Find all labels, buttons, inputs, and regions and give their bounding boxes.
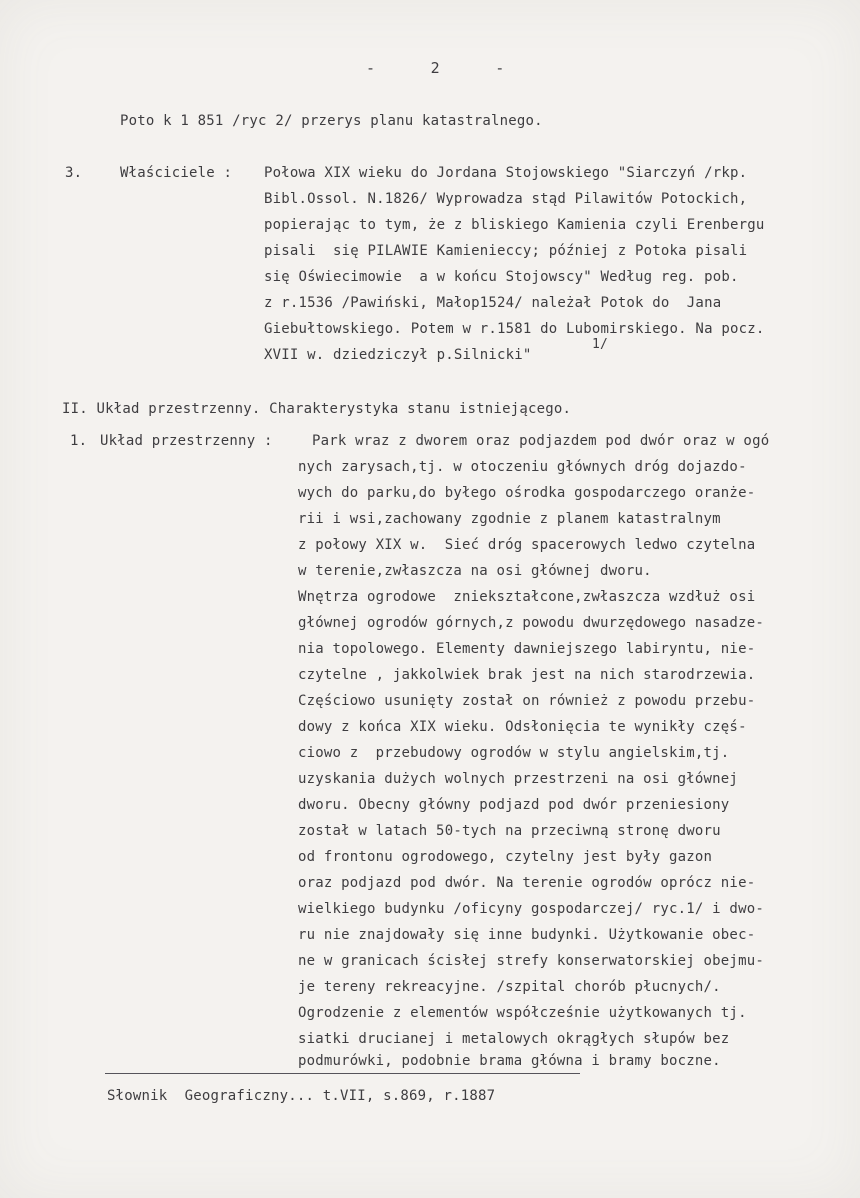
section-line: Częściowo usunięty został on również z powodu przebu- — [298, 693, 756, 709]
owners-line: się Oświecimowie a w końcu Stojowscy" Według reg. pob. — [264, 269, 739, 285]
section-line: je tereny rekreacyjne. /szpital chorób płucnych/. — [298, 979, 721, 995]
section-line: dworu. Obecny główny podjazd pod dwór przeniesiony — [298, 797, 730, 813]
footnote-reference: 1/ — [592, 337, 609, 352]
owners-number: 3. — [65, 165, 83, 181]
section-line: uzyskania dużych wolnych przestrzeni na osi głównej — [298, 771, 739, 787]
owners-line: Giebułtowskiego. Potem w r.1581 do Lubomirskiego. Na pocz. — [264, 321, 765, 337]
owners-line: popierając to tym, że z bliskiego Kamienia czyli Erenbergu — [264, 217, 765, 233]
item-number: 1. — [70, 433, 88, 449]
section-line: został w latach 50-tych na przeciwną stronę dworu — [298, 823, 721, 839]
owners-line: XVII w. dziedziczył p.Silnicki" — [264, 347, 532, 363]
page-number: - 2 - — [366, 59, 505, 77]
section-line: dowy z końca XIX wieku. Odsłonięcia te wynikły częś- — [298, 719, 747, 735]
section-line: z połowy XIX w. Sieć dróg spacerowych ledwo czytelna — [298, 537, 756, 553]
section-line: Ogrodzenie z elementów współcześnie użytkowanych tj. — [298, 1005, 747, 1021]
section-line: wych do parku,do byłego ośrodka gospodarczego oranże- — [298, 485, 756, 501]
owners-line: z r.1536 /Pawiński, Małop1524/ należał Potok do Jana — [264, 295, 722, 311]
section-heading: II. Układ przestrzenny. Charakterystyka stanu istniejącego. — [62, 401, 572, 417]
section-line: ne w granicach ścisłej strefy konserwatorskiej obejmu- — [298, 953, 764, 969]
section-line: wielkiego budynku /oficyny gospodarczej/ ryc.1/ i dwo- — [298, 901, 764, 917]
owners-label: Właściciele : — [120, 165, 233, 181]
section-line: ru nie znajdowały się inne budynki. Użytkowanie obec- — [298, 927, 756, 943]
section-line: podmurówki, podobnie brama główna i bramy boczne. — [298, 1053, 721, 1069]
section-line: rii i wsi,zachowany zgodnie z planem katastralnym — [298, 511, 721, 527]
section-line: Park wraz z dworem oraz podjazdem pod dwór oraz w ogó — [312, 433, 770, 449]
section-line: oraz podjazd pod dwór. Na terenie ogrodów oprócz nie- — [298, 875, 756, 891]
section-line: nia topolowego. Elementy dawniejszego labiryntu, nie- — [298, 641, 756, 657]
footnote-separator — [105, 1073, 580, 1074]
section-line: od frontonu ogrodowego, czytelny jest były gazon — [298, 849, 713, 865]
item-label: Układ przestrzenny : — [100, 433, 273, 449]
section-line: siatki drucianej i metalowych okrągłych słupów bez — [298, 1031, 730, 1047]
owners-line: pisali się PILAWIE Kamienieccy; później z Potoka pisali — [264, 243, 748, 259]
section-line: ciowo z przebudowy ogrodów w stylu angielskim,tj. — [298, 745, 730, 761]
section-line: nych zarysach,tj. w otoczeniu głównych dróg dojazdo- — [298, 459, 747, 475]
section-line: czytelne , jakkolwiek brak jest na nich starodrzewia. — [298, 667, 756, 683]
owners-line: Połowa XIX wieku do Jordana Stojowskiego "Siarczyń /rkp. — [264, 165, 748, 181]
footnote-text: Słownik Geograficzny... t.VII, s.869, r.1887 — [107, 1088, 496, 1104]
section-line: w terenie,zwłaszcza na osi głównej dworu. — [298, 563, 652, 579]
photo-reference-line: Poto k 1 851 /ryc 2/ przerys planu katastralnego. — [120, 113, 543, 129]
section-line: Wnętrza ogrodowe zniekształcone,zwłaszcza wzdłuż osi — [298, 589, 756, 605]
owners-line: Bibl.Ossol. N.1826/ Wyprowadza stąd Pilawitów Potockich, — [264, 191, 748, 207]
section-line: głównej ogrodów górnych,z powodu dwurzędowego nasadze- — [298, 615, 764, 631]
